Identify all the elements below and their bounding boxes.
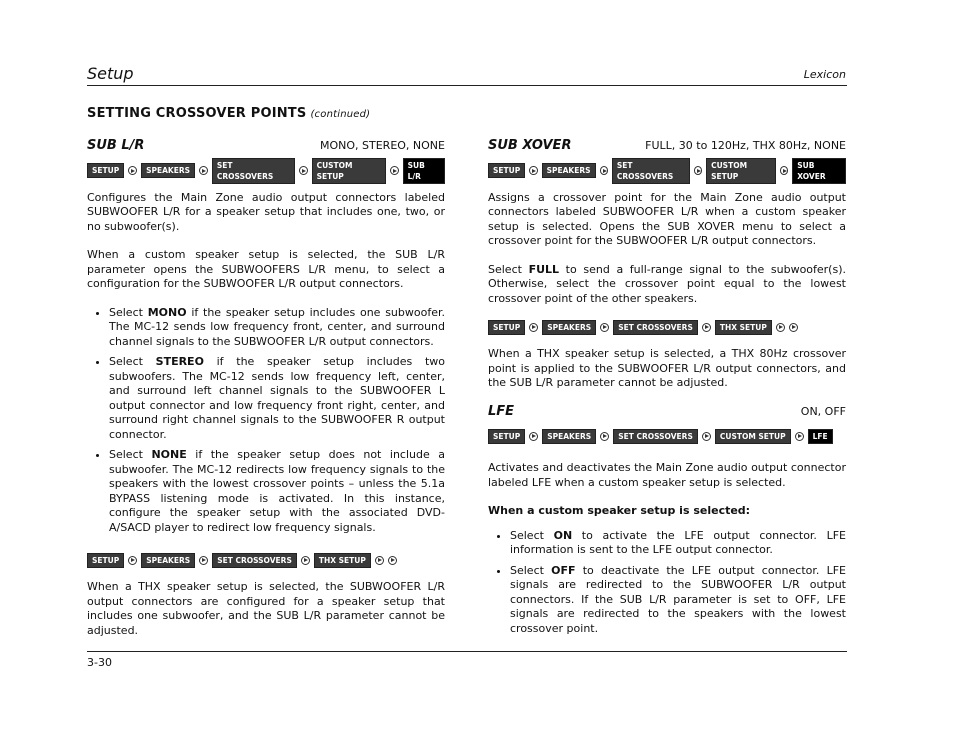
arrow-right-icon [776, 323, 785, 332]
arrow-right-icon [789, 323, 798, 332]
menu-chip: SETUP [488, 320, 525, 335]
text: if the speaker setup includes two subwoofers. The MC-12 sends low frequency left, center, and surround left channel signals to the SUBWOOFER L output connector and low frequency front right, center, and surround right channel signals to the SUBWOOFER R output connector. [109, 355, 445, 441]
menu-chip: SETUP [488, 429, 525, 444]
text: to activate the LFE output connector. LFE information is sent to the LFE output connector. [510, 528, 846, 556]
list-item [109, 306, 445, 350]
left-column [87, 139, 445, 652]
list-item [109, 355, 445, 442]
menu-chip: SPEAKERS [141, 163, 195, 178]
text: Select [109, 305, 148, 319]
sub-lr-heading [87, 139, 445, 154]
arrow-right-icon [299, 166, 308, 175]
menu-chip: CUSTOM SETUP [706, 158, 776, 184]
menu-chip: SPEAKERS [542, 429, 596, 444]
option-name: ON [553, 528, 573, 542]
right-column [488, 139, 846, 650]
section-continued: (continued) [310, 109, 371, 120]
paragraph: When a THX speaker setup is selected, the SUBWOOFER L/R output connectors are configured for a speaker setup that includes one subwoofer, and the SUB L/R parameter cannot be adjusted. [87, 580, 445, 637]
arrow-right-icon [780, 166, 788, 175]
paragraph [488, 263, 846, 307]
sub-lr-title: SUB L/R [87, 138, 145, 153]
header-rule [87, 85, 847, 86]
arrow-right-icon [795, 432, 804, 441]
sub-xover-heading [488, 139, 846, 154]
menu-chip: SET CROSSOVERS [612, 158, 690, 184]
page-header-brand: Lexicon [803, 68, 846, 81]
arrow-right-icon [301, 556, 310, 565]
option-name: FULL [528, 262, 560, 276]
menu-chip: THX SETUP [715, 320, 772, 335]
menu-path-sub-xover [488, 160, 846, 181]
menu-chip: LFE [808, 429, 833, 444]
arrow-right-icon [600, 432, 609, 441]
option-name: STEREO [155, 355, 204, 368]
arrow-right-icon [694, 166, 702, 175]
arrow-right-icon [199, 166, 208, 175]
text: Select [109, 448, 152, 461]
bullet-list [488, 529, 846, 637]
menu-chip: CUSTOM SETUP [312, 158, 386, 184]
menu-chip: SUB XOVER [792, 158, 846, 184]
arrow-right-icon [375, 556, 384, 565]
menu-chip: SPEAKERS [542, 163, 596, 178]
menu-chip: THX SETUP [314, 553, 371, 568]
arrow-right-icon [600, 323, 609, 332]
footer-rule [87, 651, 847, 652]
paragraph: Activates and deactivates the Main Zone audio output connector labeled LFE when a custom speaker setup is selected. [488, 461, 846, 489]
option-name: OFF [551, 563, 576, 577]
arrow-right-icon [388, 556, 397, 565]
sub-lr-values: MONO, STEREO, NONE [320, 139, 445, 152]
text: if the speaker setup does not include a subwoofer. The MC-12 redirects low frequency signals to the speakers with the lowest crossover points – unless the 5.1a BYPASS listening mode is activated. In this instance, configure the speaker setup with the associated DVD-A/SACD player to redirect low frequency signals. [109, 448, 446, 534]
menu-chip: SET CROSSOVERS [613, 429, 698, 444]
lfe-heading [488, 405, 846, 420]
list-item [510, 564, 846, 637]
paragraph: Configures the Main Zone audio output connectors labeled SUBWOOFER L/R for a speaker setup that includes one, two, or no subwoofer(s). [87, 190, 445, 233]
menu-chip: SETUP [488, 163, 525, 178]
menu-path-thx [87, 553, 445, 567]
option-name: MONO [147, 305, 187, 319]
menu-chip: SPEAKERS [542, 320, 596, 335]
section-title-text: SETTING CROSSOVER POINTS [87, 106, 307, 121]
bullet-list [87, 306, 445, 536]
arrow-right-icon [199, 556, 208, 565]
arrow-right-icon [702, 323, 711, 332]
section-title [87, 106, 370, 121]
arrow-right-icon [390, 166, 399, 175]
text: to deactivate the LFE output connector. LFE signals are redirected to the SUBWOOFER L/R output connectors. If the SUB L/R parameter is set to OFF, LFE signals are redirected to the speakers with the lowest crossover point. [510, 563, 846, 635]
sub-xover-values: FULL, 30 to 120Hz, THX 80Hz, NONE [645, 139, 846, 152]
menu-path-lfe [488, 429, 846, 443]
arrow-right-icon [702, 432, 711, 441]
page-number: 3-30 [87, 656, 112, 669]
menu-chip: SET CROSSOVERS [613, 320, 698, 335]
menu-chip: SET CROSSOVERS [212, 553, 297, 568]
arrow-right-icon [600, 166, 608, 175]
text: Select [488, 262, 529, 276]
arrow-right-icon [128, 166, 137, 175]
menu-chip: SETUP [87, 163, 124, 178]
paragraph: Assigns a crossover point for the Main Zone audio output connectors labeled SUBWOOFER L/R when a custom speaker setup is selected. Opens the SUB XOVER menu to select a crossover point for the SUBWOOFER L/R output connectors. [488, 190, 846, 247]
menu-chip: CUSTOM SETUP [715, 429, 791, 444]
text: Select [109, 355, 156, 368]
lfe-title: LFE [488, 403, 515, 419]
text: Select [510, 563, 552, 577]
option-name: NONE [151, 448, 187, 461]
paragraph: When a THX speaker setup is selected, a THX 80Hz crossover point is applied to the SUBWOOFER L/R output connectors, and the SUB L/R parameter cannot be adjusted. [488, 347, 846, 389]
sub-xover-title: SUB XOVER [488, 138, 572, 153]
paragraph: When a custom speaker setup is selected, the SUB L/R parameter opens the SUBWOOFERS L/R menu, to select a configuration for the SUBWOOFER L/R output connectors. [87, 248, 445, 290]
menu-chip: SUB L/R [403, 158, 445, 184]
list-item [109, 448, 445, 535]
text: Select [510, 528, 554, 542]
text: if the speaker setup includes one subwoofer. The MC-12 sends low frequency front, center, and surround channel signals to the SUBWOOFER L/R output connectors. [109, 305, 445, 348]
arrow-right-icon [128, 556, 137, 565]
page-header-title: Setup [87, 64, 134, 83]
arrow-right-icon [529, 323, 538, 332]
menu-chip: SPEAKERS [141, 553, 195, 568]
arrow-right-icon [529, 166, 537, 175]
menu-chip: SET CROSSOVERS [212, 158, 295, 184]
menu-path-thx [488, 320, 846, 334]
menu-chip: SETUP [87, 553, 124, 568]
menu-path-sub-lr [87, 160, 445, 181]
list-item [510, 529, 846, 558]
subsection-label: When a custom speaker setup is selected: [488, 504, 751, 517]
arrow-right-icon [529, 432, 538, 441]
text: to send a full-range signal to the subwoofer(s). Otherwise, select the crossover point equal to the lowest crossover point of the other speakers. [488, 262, 846, 305]
lfe-values: ON, OFF [800, 404, 846, 418]
